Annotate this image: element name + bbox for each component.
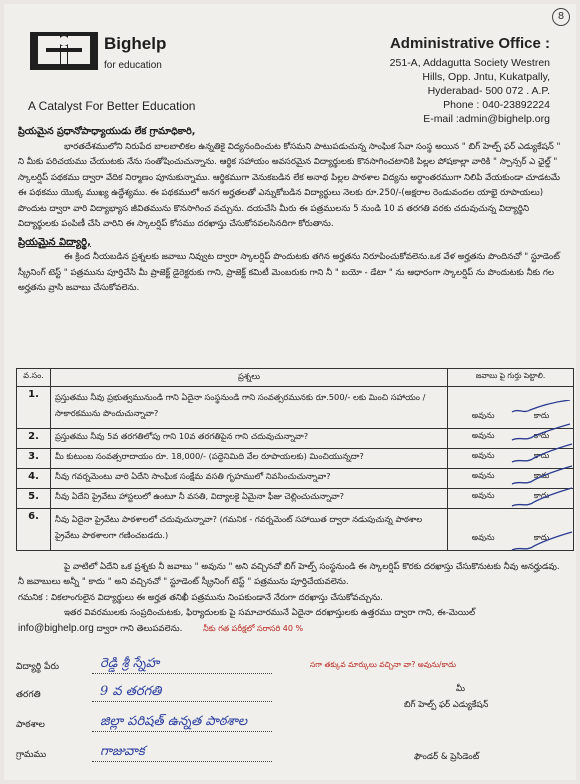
row-number: 6. <box>17 509 51 551</box>
village-value: గాజువాక <box>100 744 145 759</box>
office-title: Administrative Office : <box>389 35 550 52</box>
table-row <box>17 489 574 509</box>
eligibility-table <box>16 368 574 551</box>
row-question: మీ కుటుంబ సంవత్సరాదాయం రూ. 18,000/- (పద్దెనిమిది వేల రూపాయలకు) మించియున్నదా? <box>51 449 448 469</box>
contact-line <box>18 621 566 637</box>
row-question: నీవు ఏదేని ప్రైవేటు హాస్టలులో ఉంటూ నీ వసతి, విద్యాలకై ఏమైనా ఫీజు చెల్లించుచున్నావా? <box>51 489 448 509</box>
student-name-label: విద్యార్థి పేరు <box>16 662 59 672</box>
answer-yes[interactable]: అవును <box>471 411 495 420</box>
answer-no[interactable]: కాదు <box>533 471 550 480</box>
signature-you: మీ <box>456 684 465 694</box>
school-value: జిల్లా పరిషత్ ఉన్నత పాఠశాల <box>100 714 248 729</box>
class-row <box>16 682 316 706</box>
village-row <box>16 742 316 766</box>
row-question: ప్రస్తుతము నీవు ప్రభుత్వమునుండి గాని ఏదైనా సంస్థనుండి గాని సంవత్సరమునకు రూ.500/- లకు మించి సహాయం / సాకారకమును పొందుచున్నావా? <box>51 387 448 429</box>
class-value: 9 వ తరగతి <box>100 684 162 699</box>
office-address-block <box>390 34 550 126</box>
red-note: నీకు గత పరీక్షలో సరాసరి 40 % <box>203 624 304 634</box>
col-number-header: వ.సం. <box>17 369 51 387</box>
salutation: ప్రియమైన ప్రధానోపాధ్యాయుడు లేక గ్రామాధికారి, <box>18 126 196 137</box>
row-question: నీవు గవర్నమెంటు వారి ఏదేని సాంఘిక సంక్షేమ వసతి గృహములో నివసించుచున్నావా? <box>51 469 448 489</box>
page-number: 8 <box>552 8 570 26</box>
student-name-value: రెడ్డి శ్రీ స్నేహ <box>100 656 160 671</box>
table-header-row <box>17 369 574 387</box>
letter-paragraph-2: ఈ క్రింద నీయబడిన ప్రశ్నలకు జవాబు నివ్వుట ద్వారా స్కాలర్షిప్ పొందుటకు తగిన అర్హతను నిరూపించుకోవలెను.ఒక వేళ అర్హతను పొందినచో " స్టూడెంట్ స్క్రీనింగ్ టెస్ట్ " పత్రమును పూర్తిచేసి మీ ప్రాజెక్ట్ డైరెక్టరుకు గాని, ప్రాజెక్ట్ కమిటీ మెంబరుకు గాని నీ " బయో - డేటా " ను ఆధారంగా స్కాలర్షిప్ ను పొందుటకు నీకు గల అర్హతను వ్రాసి జవాబు చేసుకోవలెను. <box>18 252 560 293</box>
handwritten-tick-marks <box>504 400 576 556</box>
contact-paragraph: ఇతర వివరములకు సంప్రదించుటకు, ఫిర్యాదులకు పై సమాచారమునే ఏదైనా దరఖాస్తులకు ఉత్తరము ద్వారా గాని, ఈ-మెయిల్ <box>64 607 476 618</box>
answer-no[interactable]: కాదు <box>533 491 550 500</box>
answer-yes[interactable]: అవును <box>471 451 495 460</box>
office-line: 251-A, Addagutta Society Westren <box>389 57 550 69</box>
row-number: 2. <box>17 429 51 449</box>
col-answer-header: జవాబు పై గుర్తు పెట్టాలి. <box>448 369 574 387</box>
answer-yes[interactable]: అవును <box>471 431 495 440</box>
school-label: పాఠశాల <box>16 720 45 730</box>
school-row <box>16 712 316 736</box>
office-line: Hyderabad- 500 072 . A.P. <box>427 85 550 97</box>
letter-body <box>18 124 566 297</box>
dear-student: ప్రియమైన విద్యార్థి, <box>18 236 91 248</box>
row-number: 1. <box>17 387 51 429</box>
student-name-row <box>16 654 316 678</box>
answer-yes[interactable]: అవును <box>471 491 495 500</box>
table-row <box>17 509 574 551</box>
signature-title: ఫౌండర్ & ప్రెసిడెంట్ <box>414 752 480 762</box>
answer-no[interactable]: కాదు <box>533 533 550 542</box>
answer-no[interactable]: కాదు <box>533 451 550 460</box>
scanned-document-page <box>4 4 576 780</box>
office-line: E-mail :admin@bighelp.org <box>423 113 550 125</box>
note-paragraph: గమనిక : వికలాంగులైన విద్యార్థులు ఈ అర్హత తనిఖీ పత్రమును నింపకుండానే నేరుగా దరఖాస్తు చేసుకోవచ్చును. <box>18 592 383 603</box>
instruction-paragraph: పై వాటిలో ఏదేని ఒక ప్రశ్నకు నీ జవాబు " అవును " అని వచ్చినచో బిగ్ హెల్ప్ సంస్థనుండి ఈ స్కాలర్షిప్ కొరకు దరఖాస్తు చేసుకొనుటకు నీవు అనర్హుడవు. నీ జవాబులు అన్నీ " కాదు " అని వచ్చినచో " స్టూడెంట్ స్క్రీనింగ్ టెస్ట్ " పత్రమును పూర్తిచేయవలెను. <box>18 562 560 588</box>
answer-yes[interactable]: అవును <box>471 533 495 542</box>
letter-paragraph-1: భారతదేశములోని నిరుపేద బాలబాలికల ఉన్నతికై విద్యనందించుట కోసమని పాటుపడుచున్న సాంఘిక సేవా సంస్థ అయిన " బిగ్ హెల్ప్ ఫర్ ఎడ్యుకేషన్ " ని మీకు పరిచయము చేయుటకు నేను సంతోషించుచున్నాను. ఆర్థిక సహాయం అవసరమైన విద్యార్థులకు కొనసాగించటానికి పిల్లల పోషకాల్లా వారికి " స్పాన్సర్ ఎ ఛైల్డ్ " స్కాలర్షిప్ పథకము ద్వారా వేదిక నిర్మాణం పూనుకున్నాము. ఆర్థికముగా వెనుకబడిన లేక అనాథ పిల్లల పాఠశాల విద్యను అర్థాంతరముగా నిలిపి వేయకుండా చూడటమే ఈ పథకము యొక్క ముఖ్య ఉద్దేశ్యము. ఈ పథకములో అనగ అర్హతలతో ఎన్నుకోబడిన విద్యార్థులు నెలకు రూ.250/-(అక్షరాల రెండువందల యాభై రూపాయలు) పొందుట ద్వారా వారి విద్యాభ్యాస జీవితమును కొనసాగించ వచ్చును. దయచేసి మీరు ఈ పత్రములను 5 నుండి 10 వ తరగతి వరకు చదువుచున్న విద్యార్థిని విద్యార్థులకు పంపిణీ చేసి వారిని ఈ స్కాలర్షిప్ కోసము దరఖాస్తు చేసుకోనవలసినదిగా కోరుతాను. <box>18 141 561 229</box>
row-number: 3. <box>17 449 51 469</box>
table-row <box>17 387 574 429</box>
instructions-block <box>18 560 566 637</box>
tagline: A Catalyst For Better Education <box>28 99 196 113</box>
contact-line-rest: ద్వారా గాని తెలుపవలెను. <box>96 624 183 635</box>
answer-no[interactable]: కాదు <box>533 431 550 440</box>
office-line: Phone : 040-23892224 <box>443 99 550 111</box>
row-number: 4. <box>17 469 51 489</box>
answer-yes[interactable]: అవును <box>471 471 495 480</box>
answer-no[interactable]: కాదు <box>533 411 550 420</box>
village-label: గ్రామము <box>16 750 47 760</box>
bighelp-logo-icon <box>28 28 100 74</box>
col-question-header: ప్రశ్నలు <box>51 369 448 387</box>
row-question: ప్రస్తుతము నీవు 5వ తరగతిలోపు గాని 10వ తరగతిపైన గాని చదువుచున్నావా? <box>51 429 448 449</box>
red-note-2: సగా తక్కువ మార్కులు వచ్చినా వా? అవును/కాదు <box>310 660 456 669</box>
contact-email[interactable]: info@bighelp.org <box>18 623 94 635</box>
signature-org: బిగ్ హెల్ప్ ఫర్ ఎడ్యుకేషన్ <box>404 700 489 710</box>
office-line: Hills, Opp. Jntu, Kukatpally, <box>422 71 550 83</box>
brand-name: Bighelp <box>104 34 167 53</box>
row-number: 5. <box>17 489 51 509</box>
table-row <box>17 429 574 449</box>
table-row <box>17 469 574 489</box>
table-row <box>17 449 574 469</box>
brand-subtitle: for education <box>104 60 162 71</box>
row-question: నీవు ఏదైనా ప్రైవేటు పాఠశాలలో చదువుచున్నావా? (గమనిక - గవర్నమెంట్ సహాయిత ద్వారా నడుపుచున్న పాఠశాల ప్రైవేటు పాఠశాలగా గణించబడదు.) <box>51 509 448 551</box>
class-label: తరగతి <box>16 690 41 700</box>
